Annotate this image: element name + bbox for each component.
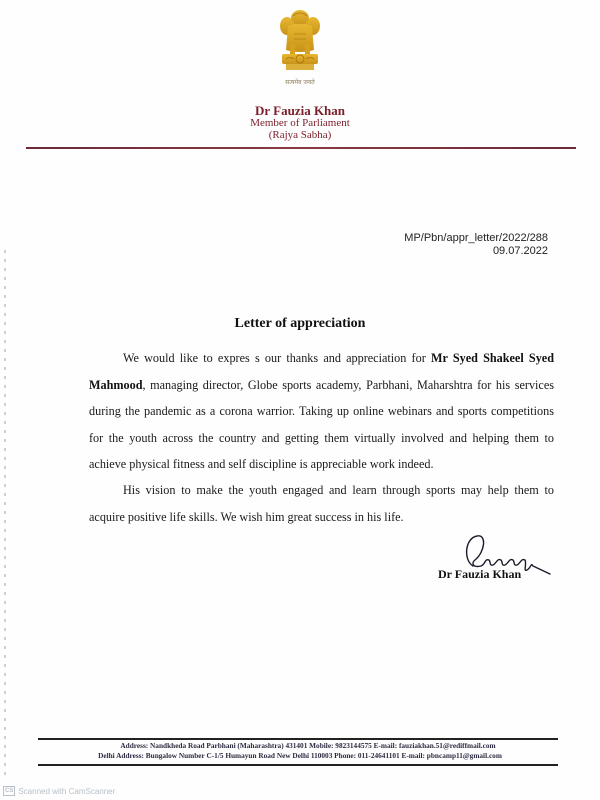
letterhead-name: Dr Fauzia Khan (254, 103, 346, 118)
letter-date: 09.07.2022 (492, 245, 548, 257)
camscanner-watermark (3, 786, 115, 796)
recipient-name: Mr Syed Shakeel Syed Mahmood (89, 351, 554, 392)
body-paragraph-2: His vision to make the youth engaged and learn through sports may help them to acquire positive life skills. We wish him great success in his life. (89, 483, 554, 524)
reference-number: MP/Pbn/appr_letter/2022/288 (404, 232, 548, 244)
emblem-motto: सत्यमेव जयते (285, 79, 315, 86)
footer-divider-top (38, 738, 558, 740)
letterhead-divider (26, 147, 576, 149)
camscanner-logo-icon: CS (5, 788, 14, 794)
letterhead-house: (Rajya Sabha) (268, 129, 332, 141)
body-paragraph-1 (89, 345, 554, 478)
signatory-name: Dr Fauzia Khan (438, 567, 522, 581)
paragraph-1-rest: , managing director, Globe sports academy, Parbhani, Maharshtra for his services during the pandemic as a corona warrior. Taking up online webinars and sports competitions for the youth across the country and getting them virtually involved and helping them to achieve physical fitness and self discipline is appreciable work indeed. (89, 377, 554, 471)
national-emblem (268, 8, 332, 90)
letterhead-role: Member of Parliament (250, 117, 350, 129)
footer-divider-bottom (38, 764, 558, 766)
lion-capital-emblem-icon (268, 8, 332, 78)
footer-address: Address: Nandkheda Road Parbhani (Maharashtra) 431401 Mobile: 9823144575 E-mail: fauziakhan.51@rediffmail.com (120, 741, 496, 750)
paragraph-1-intro: We would like to expres s our thanks and appreciation for (123, 351, 431, 365)
letter-title: Letter of appreciation (234, 316, 366, 331)
reference-block (404, 232, 548, 258)
camscanner-text: Scanned with CamScanner (18, 786, 116, 796)
footer-delhi-address: Delhi Address: Bungalow Number C-1/5 Humayun Road New Delhi 110003 Phone: 011-24641101 E-mail: pbncamp11@gmail.com (98, 751, 502, 760)
